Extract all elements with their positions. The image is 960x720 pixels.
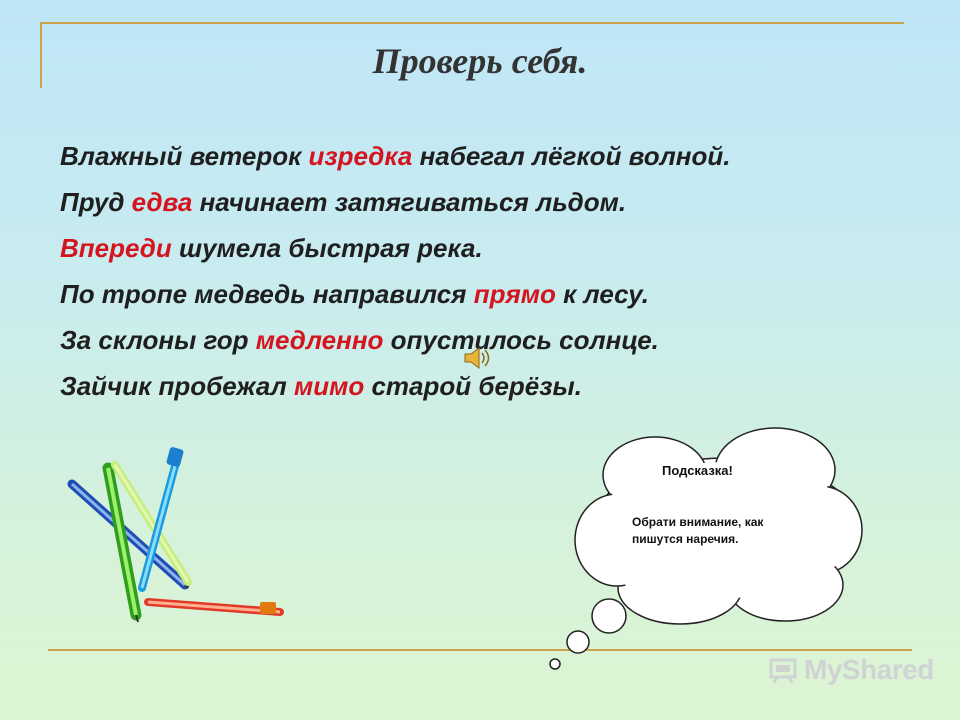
sentence-text: старой берёзы. <box>364 371 582 401</box>
pens-illustration <box>60 440 300 640</box>
sentence-text: к лесу. <box>555 279 649 309</box>
sentence-5 <box>60 317 730 363</box>
hint-text: Обрати внимание, как пишутся наречия. <box>632 515 764 546</box>
adverb: Впереди <box>60 233 172 263</box>
sentence-text: опустилось солнце. <box>383 325 659 355</box>
sentence-1 <box>60 133 730 179</box>
hint-title: Подсказка! <box>662 463 733 478</box>
frame-line-top <box>40 22 904 24</box>
speaker-icon[interactable] <box>463 346 493 370</box>
sentence-4 <box>60 271 730 317</box>
sentence-text: Пруд <box>60 187 132 217</box>
sentence-text: шумела быстрая река. <box>171 233 483 263</box>
myshared-logo-icon <box>768 655 798 685</box>
adverb: едва <box>131 187 193 217</box>
pen-red <box>148 602 280 614</box>
adverb: изредка <box>308 141 413 171</box>
sentence-text: Зайчик пробежал <box>60 371 294 401</box>
watermark <box>768 654 934 686</box>
sentence-text: По тропе медведь направился <box>60 279 474 309</box>
adverb: мимо <box>294 371 365 401</box>
watermark-text: MyShared <box>804 654 934 685</box>
sentence-text: Влажный ветерок <box>60 141 309 171</box>
sentence-list <box>60 133 730 409</box>
slide-title: Проверь себя. <box>372 41 588 81</box>
adverb: медленно <box>255 325 384 355</box>
sentence-text: набегал лёгкой волной. <box>412 141 731 171</box>
sentence-text: начинает затягиваться льдом. <box>192 187 627 217</box>
sentence-text: За склоны гор <box>60 325 256 355</box>
adverb: прямо <box>473 279 556 309</box>
sentence-3 <box>60 225 730 271</box>
sentence-2 <box>60 179 730 225</box>
sentence-6 <box>60 363 730 409</box>
